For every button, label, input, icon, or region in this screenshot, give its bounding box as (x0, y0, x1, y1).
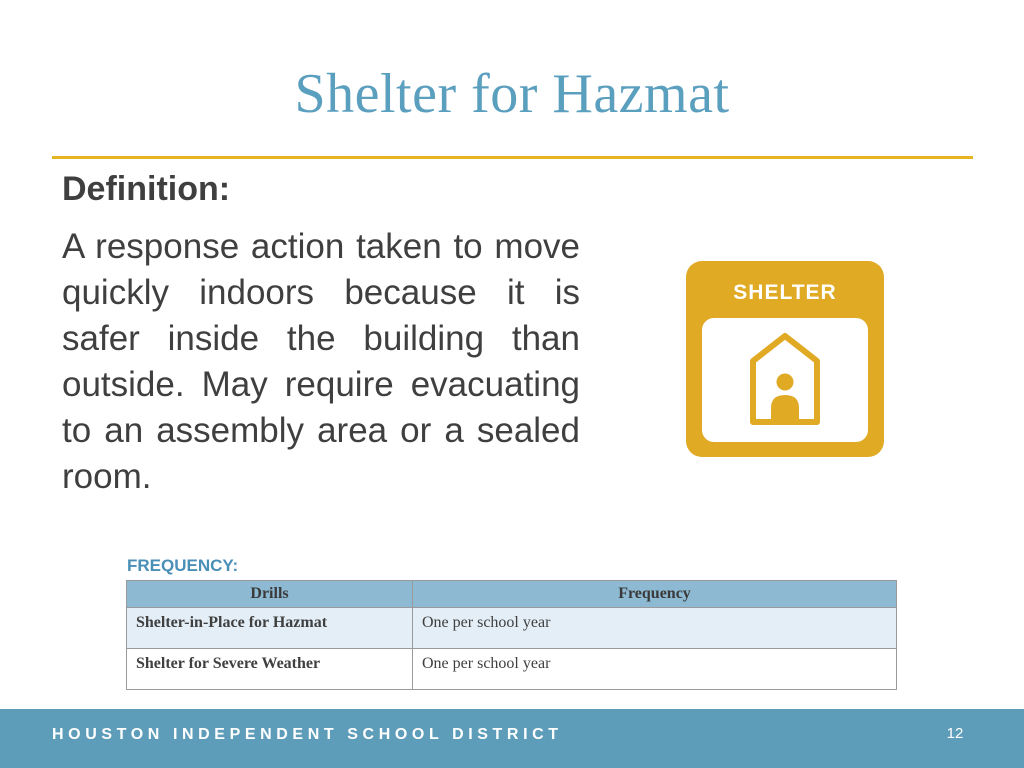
page-number: 12 (946, 725, 964, 742)
definition-heading: Definition: (62, 170, 231, 208)
table-header-row (127, 581, 897, 608)
table-row (127, 649, 897, 690)
frequency-table (126, 580, 897, 690)
column-header-frequency: Frequency (413, 581, 897, 608)
footer-bar (0, 709, 1024, 768)
shelter-icon-label: SHELTER (733, 281, 837, 304)
drill-cell: Shelter-in-Place for Hazmat (127, 608, 413, 649)
footer-organization: HOUSTON INDEPENDENT SCHOOL DISTRICT (52, 726, 563, 743)
slide-title: Shelter for Hazmat (294, 63, 730, 125)
shelter-icon (686, 261, 884, 457)
table-row (127, 608, 897, 649)
shelter-icon-panel (702, 318, 868, 442)
title-divider (52, 156, 973, 159)
frequency-heading: FREQUENCY: (127, 556, 239, 575)
column-header-drills: Drills (127, 581, 413, 608)
drill-cell: Shelter for Severe Weather (127, 649, 413, 690)
house-person-icon (746, 328, 824, 432)
frequency-cell: One per school year (413, 649, 897, 690)
frequency-cell: One per school year (413, 608, 897, 649)
definition-body: A response action taken to move quickly indoors because it is safer inside the building than outside. May require evacuating to an assembly area or a sealed room. (62, 227, 580, 496)
